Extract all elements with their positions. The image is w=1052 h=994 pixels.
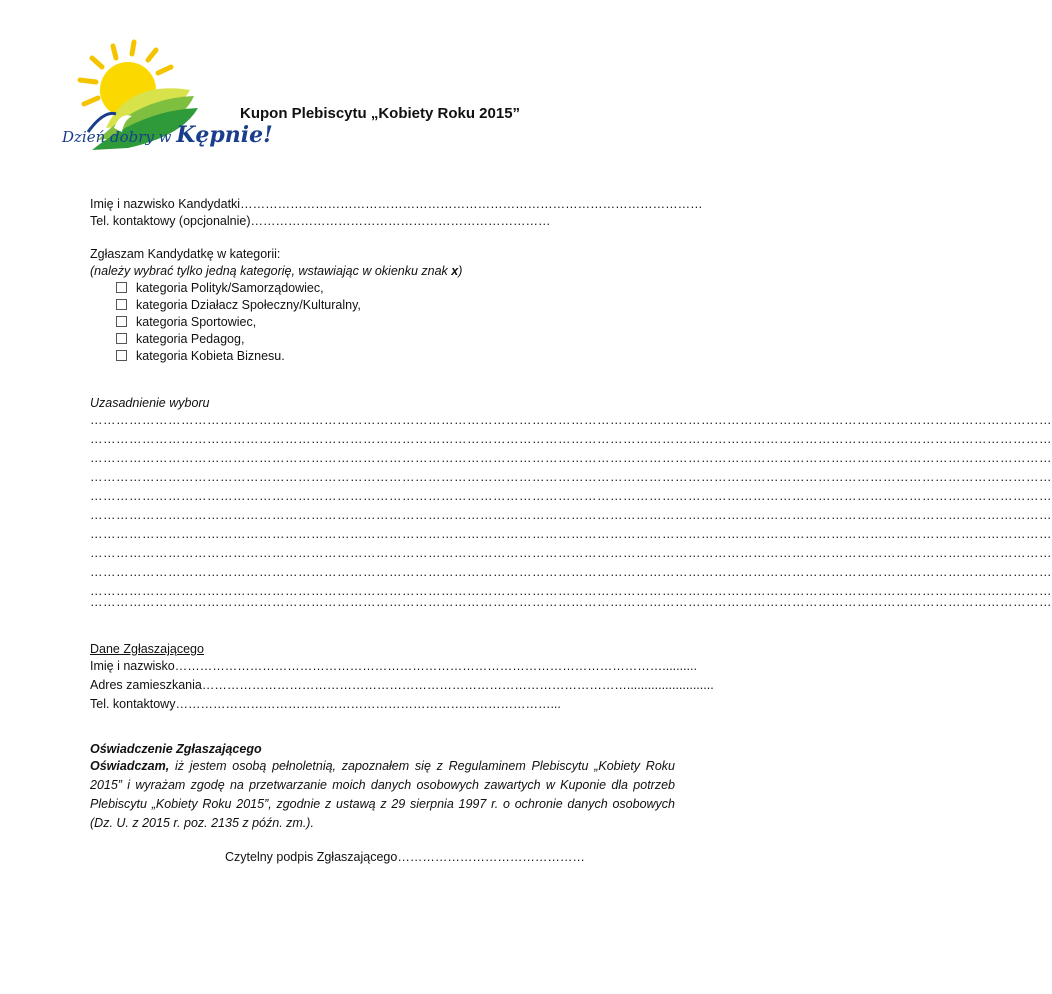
- category-option-label: kategoria Działacz Społeczny/Kulturalny,: [136, 298, 361, 312]
- submitter-name-line[interactable]: Imię i nazwisko………………………………………………………………………………………………………..........: [90, 659, 697, 673]
- justification-dotted-line[interactable]: ……………………………………………………………………………………………………………………………………………………………………………………………………: [90, 584, 1052, 598]
- checkbox[interactable]: [116, 316, 127, 327]
- justification-dotted-line[interactable]: ……………………………………………………………………………………………………………………………………………………………………………………………………: [90, 546, 1052, 560]
- category-option-social-activist[interactable]: [116, 297, 361, 314]
- category-option-teacher[interactable]: [116, 331, 244, 348]
- declaration-heading: Oświadczenie Zgłaszającego: [90, 742, 262, 756]
- category-option-label: kategoria Kobieta Biznesu.: [136, 349, 285, 363]
- justification-dotted-line[interactable]: ……………………………………………………………………………………………………………………………………………………………………………………………………: [90, 565, 1052, 579]
- page-title: Kupon Plebiscytu „Kobiety Roku 2015”: [240, 105, 521, 122]
- submitter-heading: Dane Zgłaszającego: [90, 642, 204, 656]
- justification-dotted-line[interactable]: ……………………………………………………………………………………………………………………………………………………………………………………………………: [90, 527, 1052, 541]
- category-option-politician[interactable]: [116, 280, 324, 297]
- signature-line[interactable]: Czytelny podpis Zgłaszającego………………………………………: [225, 850, 585, 864]
- justification-dotted-line[interactable]: ……………………………………………………………………………………………………………………………………………………………………………………………………: [90, 451, 1052, 465]
- candidate-phone-line: Tel. kontaktowy (opcjonalnie)………………………………………………………………: [90, 214, 551, 228]
- justification-heading: Uzasadnienie wyboru: [90, 396, 210, 410]
- checkbox[interactable]: [116, 333, 127, 344]
- category-instruction: [90, 263, 462, 280]
- checkbox[interactable]: [116, 299, 127, 310]
- submitter-address-line[interactable]: Adres zamieszkania………………………………………………………………………………………….........................: [90, 678, 714, 692]
- checkbox[interactable]: [116, 282, 127, 293]
- justification-dotted-line[interactable]: ……………………………………………………………………………………………………………………………………………………………………………………………………: [90, 508, 1052, 522]
- logo-text-city: Kępnie!: [176, 122, 273, 148]
- declaration-lead: Oświadczam,: [90, 759, 170, 773]
- category-instruction-suffix: ): [458, 264, 463, 278]
- logo-text-prefix: Dzień dobry w: [62, 128, 177, 146]
- candidate-name-line: Imię i nazwisko Kandydatki…………………………………………………………………………………………………: [90, 197, 703, 211]
- logo-text: [62, 122, 273, 148]
- justification-dotted-line[interactable]: ……………………………………………………………………………………………………………………………………………………………………………………………………: [90, 595, 1052, 609]
- justification-dotted-line[interactable]: ……………………………………………………………………………………………………………………………………………………………………………………………………: [90, 432, 1052, 446]
- declaration-text: [90, 757, 675, 833]
- category-intro: Zgłaszam Kandydatkę w kategorii:: [90, 247, 281, 261]
- category-instruction-prefix: (należy wybrać tylko jedną kategorię, wstawiając w okienku znak: [90, 264, 452, 278]
- category-option-label: kategoria Polityk/Samorządowiec,: [136, 281, 324, 295]
- justification-dotted-line[interactable]: ……………………………………………………………………………………………………………………………………………………………………………………………………: [90, 489, 1052, 503]
- category-option-label: kategoria Sportowiec,: [136, 315, 257, 329]
- declaration-body: iż jestem osobą pełnoletnią, zapoznałem się z Regulaminem Plebiscytu „Kobiety Roku 2015” i wyrażam zgodę na przetwarzanie moich danych osobowych zawartych w Kuponie dla potrzeb Plebiscytu „Kobiety Roku 2015”, zgodnie z ustawą z 29 sierpnia 1997 r. o ochronie danych osobowych (Dz. U. z 2015 r. poz. 2135 z późn. zm.).: [90, 759, 675, 830]
- category-option-businesswoman[interactable]: [116, 348, 285, 365]
- justification-dotted-line[interactable]: ……………………………………………………………………………………………………………………………………………………………………………………………………: [90, 413, 1052, 427]
- justification-dotted-line[interactable]: ……………………………………………………………………………………………………………………………………………………………………………………………………: [90, 470, 1052, 484]
- submitter-phone-line[interactable]: Tel. kontaktowy………………………………………………………………………………...: [90, 697, 561, 711]
- category-instruction-mark: x: [451, 264, 459, 278]
- category-option-sportswoman[interactable]: [116, 314, 256, 331]
- checkbox[interactable]: [116, 350, 127, 361]
- category-option-label: kategoria Pedagog,: [136, 332, 245, 346]
